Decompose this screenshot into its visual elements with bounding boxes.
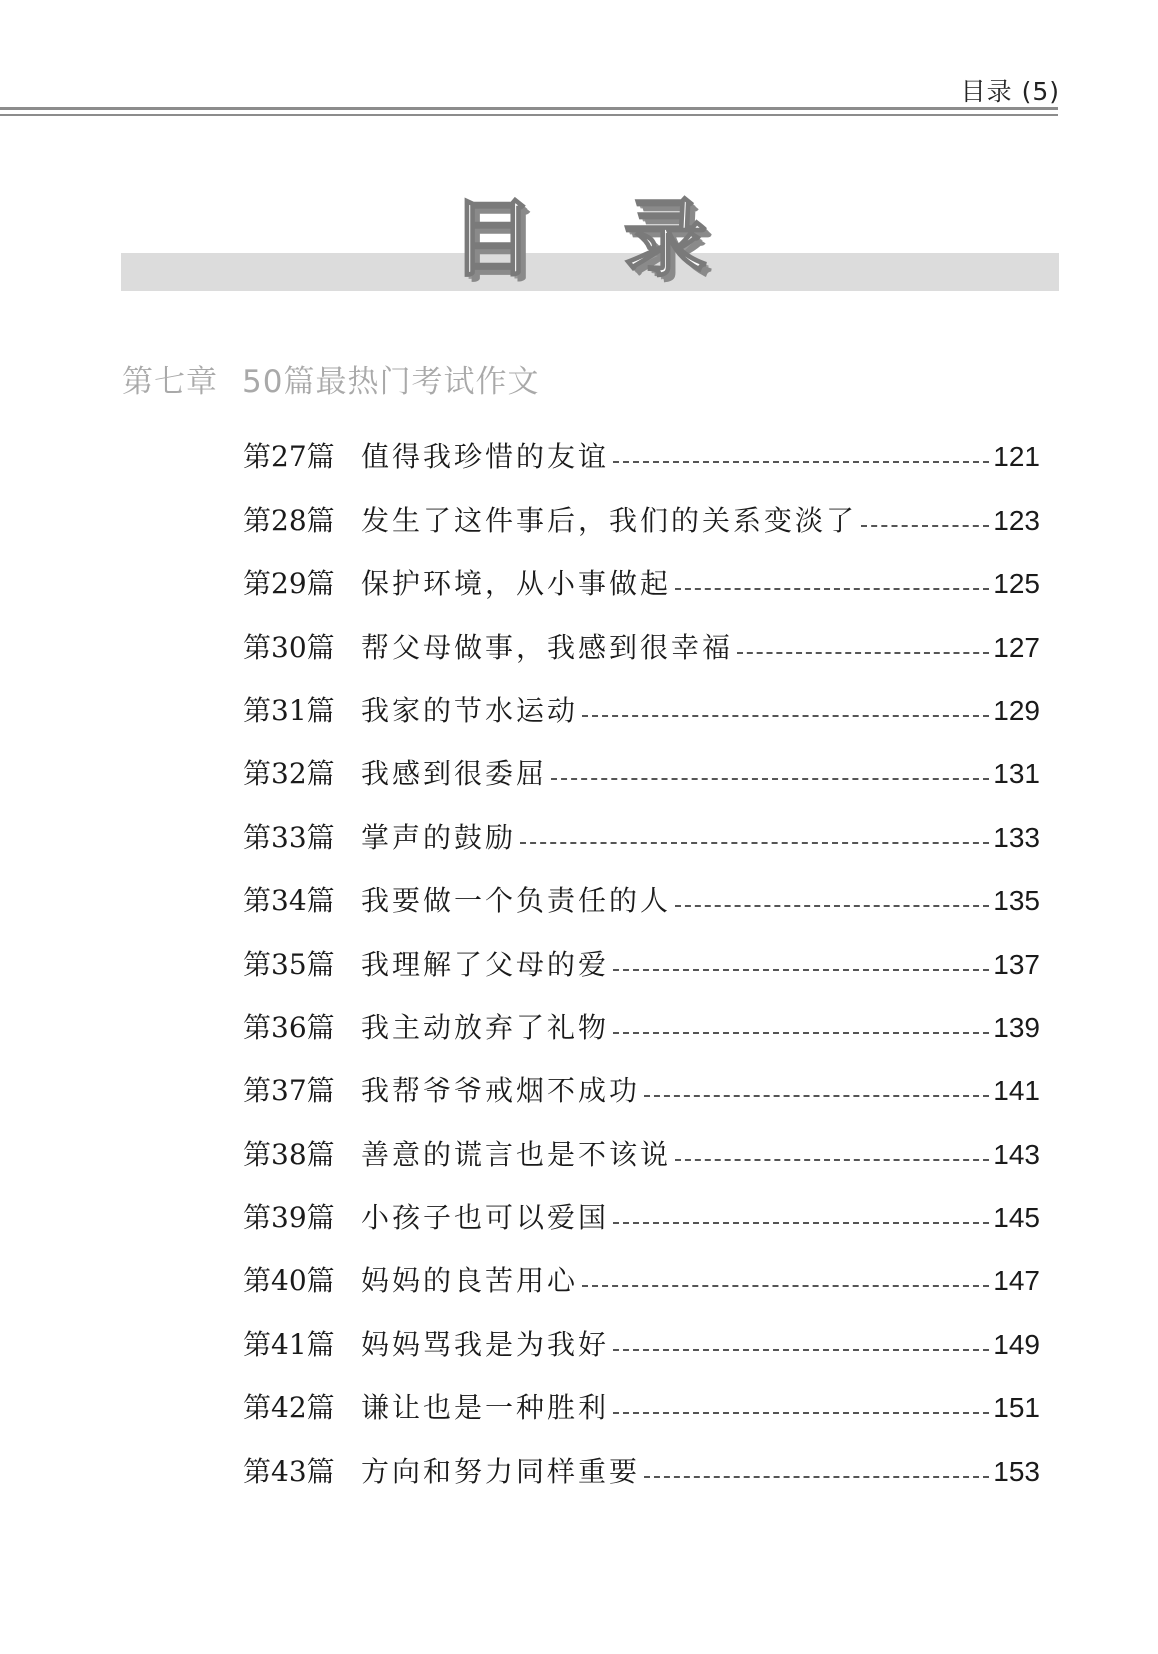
- toc-entry[interactable]: [243, 668, 1040, 731]
- entry-title: 善意的谎言也是不该说: [361, 1137, 672, 1171]
- entry-number: 第37篇: [243, 1074, 335, 1108]
- entry-number: 第40篇: [243, 1264, 335, 1298]
- toc-list: [243, 414, 1040, 1492]
- entry-title: 我感到很委屈: [361, 757, 548, 791]
- entry-number: 第42篇: [243, 1391, 335, 1425]
- dot-leader: [737, 652, 989, 654]
- entry-page-number: 133: [993, 821, 1040, 853]
- toc-entry[interactable]: [243, 604, 1040, 667]
- toc-entry[interactable]: [243, 1048, 1040, 1111]
- entry-number: 第29篇: [243, 567, 335, 601]
- toc-entry[interactable]: [243, 1111, 1040, 1174]
- toc-entry[interactable]: [243, 731, 1040, 794]
- entry-number: 第38篇: [243, 1137, 335, 1171]
- dot-leader: [613, 461, 989, 463]
- toc-entry[interactable]: [243, 858, 1040, 921]
- entry-page-number: 137: [993, 948, 1040, 980]
- dot-leader: [613, 1032, 989, 1034]
- entry-number: 第31篇: [243, 693, 335, 727]
- entry-page-number: 129: [993, 694, 1040, 726]
- entry-page-number: 147: [993, 1265, 1040, 1297]
- entry-page-number: 135: [993, 885, 1040, 917]
- toc-entry[interactable]: [243, 414, 1040, 477]
- dot-leader: [644, 1095, 989, 1097]
- page-title: 目 录: [450, 190, 738, 288]
- dot-leader: [613, 1349, 989, 1351]
- entry-title: 妈妈的良苦用心: [361, 1264, 579, 1298]
- entry-title: 我主动放弃了礼物: [361, 1010, 610, 1044]
- toc-entry[interactable]: [243, 794, 1040, 857]
- dot-leader: [551, 778, 989, 780]
- entry-number: 第34篇: [243, 884, 335, 918]
- toc-entry[interactable]: [243, 1238, 1040, 1301]
- entry-title: 小孩子也可以爱国: [361, 1201, 610, 1235]
- header-rule-secondary: [0, 114, 1058, 116]
- toc-entry[interactable]: [243, 541, 1040, 604]
- chapter-heading: [122, 356, 539, 401]
- entry-title: 我要做一个负责任的人: [361, 884, 672, 918]
- dot-leader: [582, 1285, 989, 1287]
- toc-entry[interactable]: [243, 1175, 1040, 1238]
- dot-leader: [613, 1222, 989, 1224]
- dot-leader: [520, 842, 989, 844]
- entry-page-number: 151: [993, 1392, 1040, 1424]
- entry-title: 帮父母做事，我感到很幸福: [361, 630, 734, 664]
- entry-page-number: 121: [993, 441, 1040, 473]
- entry-number: 第35篇: [243, 947, 335, 981]
- entry-page-number: 131: [993, 758, 1040, 790]
- entry-title: 值得我珍惜的友谊: [361, 440, 610, 474]
- toc-entry[interactable]: [243, 477, 1040, 540]
- entry-title: 妈妈骂我是为我好: [361, 1327, 610, 1361]
- entry-page-number: 143: [993, 1138, 1040, 1170]
- entry-number: 第27篇: [243, 440, 335, 474]
- entry-page-number: 139: [993, 1011, 1040, 1043]
- entry-number: 第41篇: [243, 1327, 335, 1361]
- entry-page-number: 123: [993, 504, 1040, 536]
- chapter-title: 50篇最热门考试作文: [242, 364, 540, 400]
- entry-number: 第28篇: [243, 503, 335, 537]
- dot-leader: [582, 715, 989, 717]
- toc-entry[interactable]: [243, 1428, 1040, 1491]
- entry-page-number: 125: [993, 568, 1040, 600]
- entry-number: 第43篇: [243, 1454, 335, 1488]
- entry-title: 我帮爷爷戒烟不成功: [361, 1074, 641, 1108]
- entry-number: 第39篇: [243, 1201, 335, 1235]
- dot-leader: [613, 969, 989, 971]
- toc-entry[interactable]: [243, 1301, 1040, 1364]
- entry-title: 我理解了父母的爱: [361, 947, 610, 981]
- dot-leader: [613, 1412, 989, 1414]
- dot-leader: [675, 588, 989, 590]
- entry-title: 发生了这件事后，我们的关系变淡了: [361, 503, 858, 537]
- toc-entry[interactable]: [243, 985, 1040, 1048]
- entry-title: 我家的节水运动: [361, 693, 579, 727]
- dot-leader: [675, 1159, 989, 1161]
- dot-leader: [675, 905, 989, 907]
- toc-entry[interactable]: [243, 1365, 1040, 1428]
- toc-entry[interactable]: [243, 921, 1040, 984]
- entry-title: 保护环境，从小事做起: [361, 567, 672, 601]
- entry-number: 第32篇: [243, 757, 335, 791]
- entry-title: 谦让也是一种胜利: [361, 1391, 610, 1425]
- entry-page-number: 149: [993, 1328, 1040, 1360]
- entry-number: 第36篇: [243, 1010, 335, 1044]
- entry-page-number: 153: [993, 1455, 1040, 1487]
- entry-title: 方向和努力同样重要: [361, 1454, 641, 1488]
- dot-leader: [861, 525, 989, 527]
- dot-leader: [644, 1476, 989, 1478]
- entry-number: 第30篇: [243, 630, 335, 664]
- entry-number: 第33篇: [243, 820, 335, 854]
- running-header: 目录 (5): [960, 77, 1060, 106]
- entry-page-number: 145: [993, 1202, 1040, 1234]
- entry-page-number: 127: [993, 631, 1040, 663]
- header-rule: [0, 107, 1058, 110]
- chapter-label: 第七章: [122, 364, 218, 400]
- entry-page-number: 141: [993, 1075, 1040, 1107]
- entry-title: 掌声的鼓励: [361, 820, 517, 854]
